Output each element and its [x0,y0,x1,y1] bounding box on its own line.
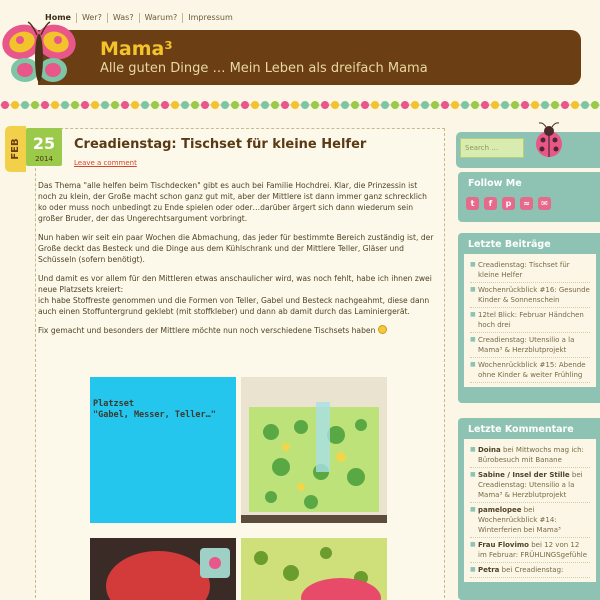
post-paragraph: Und damit es vor allem für den Mittleren etwas anschaulicher wird, was noch fehlt, habe ich ihnen zwei neue Platzsets kreiert: ich habe Stoffreste genommen und die Formen von Teller, Gabel und Besteck nachgeahmt, diese dann auch einen Stoffuntergrund geklebt (mit stoffkleber) und dann ab damit durch das Laminiergerät. [38,274,432,316]
follow-widget [458,172,600,222]
comment-bei: bei [523,506,535,514]
comment-bei: bei [531,541,542,549]
comment-post-link[interactable]: Mittwochs mag ich: Bürobesuch mit Banane [478,446,584,464]
nav-warum[interactable]: Warum? [139,13,183,23]
recent-comments-title: Letzte Kommentare [468,424,574,435]
post-body [38,180,436,344]
post-image-green-mat[interactable] [241,538,387,600]
recent-comment [470,538,590,563]
post-image-red-plate[interactable] [90,538,236,600]
twitter-icon[interactable]: t [466,197,479,210]
recent-post-link[interactable]: ■ Creadienstag: Utensilio a la Mama³ & Herzblutprojekt [470,333,590,358]
recent-posts-title: Letzte Beiträge [468,239,551,250]
post-image-caption[interactable] [90,377,236,523]
facebook-icon[interactable]: f [484,197,497,210]
recent-comment [470,503,590,538]
search-input[interactable]: Search … [460,138,524,158]
post-paragraph: Nun haben wir seit ein paar Wochen die Abmachung, das jeder für bestimmte Bereich zuständig ist, der Große deckt das Besteck und die Dinge aus dem Kühlschrank und der Mittlere Teller, Gläser und Schüsseln (sofern benötigt). [38,233,434,264]
recent-comment [470,563,590,578]
dotted-border [0,98,600,112]
comment-author[interactable]: Sabine / Insel der Stille [478,471,570,479]
recent-post-link[interactable]: ■ Creadienstag: Tischset für kleine Helfer [470,258,590,283]
post-title[interactable]: Creadienstag: Tischset für kleine Helfer [74,137,367,152]
recent-comments-widget [458,418,600,600]
site-subtitle: Alle guten Dinge … Mein Leben als dreifach Mama [100,61,428,76]
comment-bei: bei [571,471,583,479]
comment-bei: bei [501,566,513,574]
comment-bei: bei [502,446,514,454]
ladybug-icon [527,122,567,158]
butterfly-logo-icon [0,18,80,93]
recent-comment [470,443,590,468]
pinterest-icon[interactable]: p [502,197,515,210]
post-paragraph: Das Thema "alle helfen beim Tischdecken" gibt es auch bei Familie Hochdrei. Klar, die Prinzessin ist noch zu klein, der Große macht schon ganz gut mit, aber der Mittlere ist dann immer ganz schrecklich ko oder muss noch unbedingt zu Ende spielen oder oder…darüber ärgert sich dann wiederum sein großer Bruder, der das Ungerechtsargument vorbringt. [38,181,427,223]
comment-author[interactable]: Doina [478,446,501,454]
comment-post-link[interactable]: Creadienstag: [514,566,564,574]
leave-comment-link[interactable]: Leave a comment [74,159,137,167]
date-day: 25 [32,134,56,153]
comment-post-link[interactable]: 12 von 12 im Februar: FRÜHLINGSgefühle [478,541,588,559]
date-year: 2014 [35,155,53,163]
nav-home[interactable]: Home [45,13,71,22]
recent-post-link[interactable]: ■ Wochenrückblick #16: Gesunde Kinder & Sonnenschein [470,283,590,308]
comment-author[interactable]: Petra [478,566,500,574]
email-icon[interactable]: ✉ [538,197,551,210]
comment-post-link[interactable]: Wochenrückblick #14: Winterferien bei Mama³ [478,516,561,534]
social-icons [458,193,600,218]
smiley-icon [378,325,387,334]
comment-author[interactable]: Frau Flovimo [478,541,529,549]
recent-posts-widget [458,233,600,403]
post-image-placemat[interactable] [241,377,387,523]
rss-icon[interactable]: ≈ [520,197,533,210]
date-month: FEB [10,138,21,160]
recent-post-link[interactable]: ■ 12tel Blick: Februar Händchen hoch drei [470,308,590,333]
site-title[interactable]: Mama³ [100,38,173,60]
nav-impressum[interactable]: Impressum [182,13,237,23]
recent-post-link[interactable]: ■ Wochenrückblick #15: Abende ohne Kinder & weiter Frühling [470,358,590,383]
nav-was[interactable]: Was? [107,13,139,23]
nav-wer[interactable]: Wer? [76,13,107,23]
image-caption-text: Platzset "Gabel, Messer, Teller…" [93,399,216,420]
comment-author[interactable]: pamelopee [478,506,522,514]
post-paragraph-text: Fix gemacht und besonders der Mittlere möchte nun noch verschiedene Tischsets haben [38,326,376,335]
date-badge [2,124,68,174]
recent-comment [470,468,590,503]
comment-post-link[interactable]: Creadienstag: Utensilio a la Mama³ & Herzblutprojekt [478,481,575,499]
post-paragraph [38,325,436,336]
follow-title: Follow Me [468,178,522,189]
